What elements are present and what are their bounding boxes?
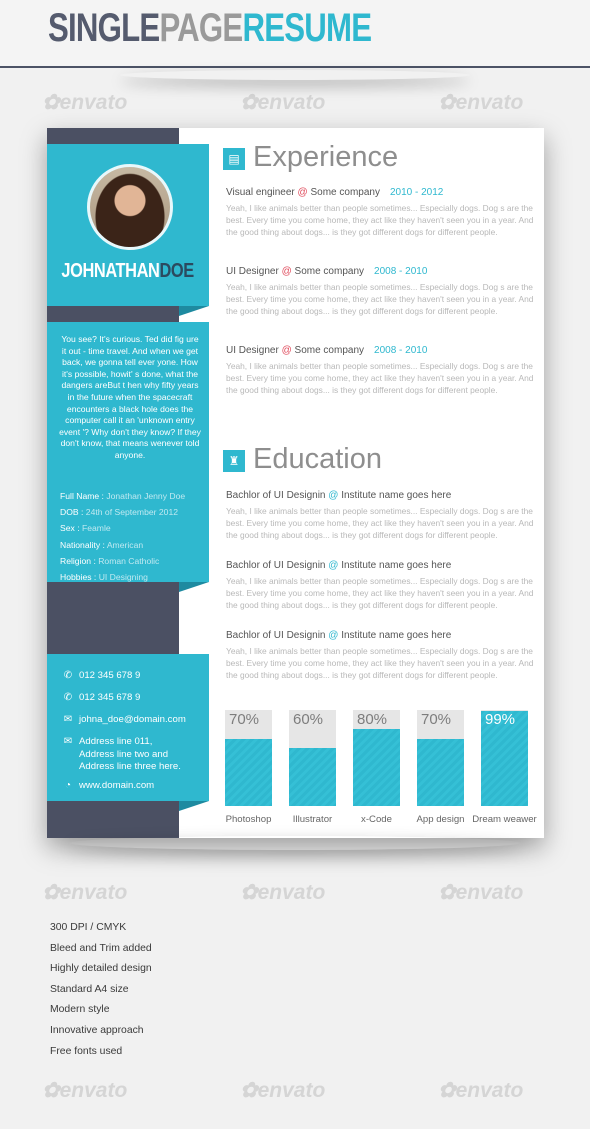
feature-item: Highly detailed design: [50, 963, 152, 975]
info-row: Hobbies : UI Designing: [60, 572, 148, 583]
education-entry-body: Yeah, I like animals better than people sometimes... Especially dogs. Dog s are the best. Every time you come home, they act like they haven't seen you in a year. And the good thing about dogs... is they got different dogs for different people.: [226, 576, 534, 610]
about-card: [47, 322, 209, 582]
first-name: JOHNATHAN: [61, 260, 160, 282]
skill-bar-category-label: x-Code: [361, 814, 392, 825]
banner-title: [48, 6, 371, 51]
info-row: DOB : 24th of September 2012: [60, 507, 179, 518]
skill-bar-value-label: 99%: [485, 711, 516, 728]
skill-bar: [289, 748, 336, 806]
skill-bar: [353, 729, 400, 806]
watermark-logo: ✿envato: [42, 1079, 128, 1102]
experience-entry-title: Visual engineer @ Some company 2010 - 2012: [226, 187, 444, 198]
banner-shadow: [120, 70, 470, 80]
contact-card: [47, 654, 209, 801]
education-entry-title: Bachlor of UI Designin @ Institute name goes here: [226, 490, 452, 501]
experience-entry-body: Yeah, I like animals better than people sometimes... Especially dogs. Dog s are the best. Every time you come home, they act like they haven't seen you in a year. And the good thing about dogs... is they got different dogs for different people.: [226, 361, 534, 395]
avatar: [87, 164, 173, 250]
info-row: Religion : Roman Catholic: [60, 555, 160, 566]
skill-bar-category-label: App design: [416, 814, 465, 825]
skill-bar-category-label: Illustrator: [292, 814, 333, 825]
feature-item: Modern style: [50, 1004, 110, 1016]
last-name: DOE: [159, 260, 194, 282]
watermark-logo: ✿envato: [438, 1079, 524, 1102]
experience-entry-body: Yeah, I like animals better than people sometimes... Especially dogs. Dog s are the best. Every time you come home, they act like they haven't seen you in a year. And the good thing about dogs... is they got different dogs for different people.: [226, 282, 534, 316]
watermark-logo: ✿envato: [240, 91, 326, 114]
features-list: [50, 918, 152, 1062]
education-heading: Education: [253, 443, 382, 475]
education-entry-body: Yeah, I like animals better than people sometimes... Especially dogs. Dog s are the best. Every time you come home, they act like they haven't seen you in a year. And the good thing about dogs... is they got different dogs for different people.: [226, 506, 534, 540]
personal-info-list: [60, 488, 210, 585]
watermark-logo: ✿envato: [438, 881, 524, 904]
feature-item: Bleed and Trim added: [50, 942, 152, 954]
contact-email[interactable]: ✉ johna_doe@domain.com: [61, 714, 186, 727]
sheet-shadow: [70, 836, 520, 850]
ribbon-fold: [179, 306, 209, 316]
about-text: You see? It's curious. Ted did fig ure it out - time travel. And when we get back, we gonna tell ever yone. How it's possible, howit' s done, what the dangers areBut t hen why fifty years in the future when the spacecraft encounters a black hole does the computer call it an 'unknown entry event '? Why don't they know? If they don't know, that means wenever told anyone.: [59, 334, 201, 460]
banner-title-page: PAGE: [159, 6, 243, 50]
phone-icon: ✆: [63, 692, 73, 703]
watermark-logo: ✿envato: [42, 91, 128, 114]
skill-bar: [417, 739, 464, 806]
feature-item: 300 DPI / CMYK: [50, 922, 127, 933]
watermark-logo: ✿envato: [240, 1079, 326, 1102]
skill-bar: [225, 739, 272, 806]
experience-heading: Experience: [253, 141, 399, 173]
experience-entry-title: UI Designer @ Some company 2008 - 2010: [226, 266, 428, 277]
ribbon-fold: [179, 582, 209, 592]
skill-bar-category-label: Photoshop: [225, 814, 272, 825]
contact-phone-1: ✆ 012 345 678 9: [61, 670, 140, 683]
skill-bar-value-label: 60%: [293, 711, 324, 728]
skill-bar-value-label: 70%: [229, 711, 260, 728]
ribbon-fold: [179, 801, 209, 811]
education-entry-body: Yeah, I like animals better than people sometimes... Especially dogs. Dog s are the best. Every time you come home, they act like they haven't seen you in a year. And the good thing about dogs... is they got different dogs for different people.: [226, 646, 534, 680]
phone-icon: ✆: [63, 670, 73, 681]
feature-item: Innovative approach: [50, 1024, 144, 1036]
watermark-logo: ✿envato: [438, 91, 524, 114]
banner-title-single: SINGLE: [48, 6, 160, 50]
header-banner: [0, 0, 590, 68]
briefcase-icon: ▤: [223, 148, 245, 170]
education-entry-title: Bachlor of UI Designin @ Institute name goes here: [226, 630, 452, 641]
experience-entry-body: Yeah, I like animals better than people sometimes... Especially dogs. Dog s are the best. Every time you come home, they act like they haven't seen you in a year. And the good thing about dogs... is they got different dogs for different people.: [226, 203, 534, 237]
watermark-logo: ✿envato: [240, 881, 326, 904]
experience-entry-title: UI Designer @ Some company 2008 - 2010: [226, 345, 428, 356]
education-entry-title: Bachlor of UI Designin @ Institute name goes here: [226, 560, 452, 571]
mail-icon: ✉: [63, 736, 73, 747]
globe-icon: ◔: [64, 780, 72, 791]
mail-icon: ✉: [63, 714, 73, 725]
info-row: Sex : Feamle: [60, 523, 111, 534]
contact-address: ✉ Address line 011, Address line two and Address line three here.: [61, 736, 181, 774]
feature-item: Standard A4 size: [50, 983, 129, 995]
banner-title-resume: RESUME: [242, 6, 372, 50]
profile-card: [47, 144, 209, 306]
skill-bar-value-label: 70%: [421, 711, 452, 728]
contact-website[interactable]: ◔ www.domain.com: [61, 780, 154, 793]
feature-item: Free fonts used: [50, 1045, 123, 1057]
info-row: Nationality : American: [60, 539, 144, 550]
info-row: Full Name : Jonathan Jenny Doe: [60, 491, 186, 501]
contact-phone-2: ✆ 012 345 678 9: [61, 692, 140, 705]
graduation-icon: ♜: [223, 450, 245, 472]
profile-name: [61, 260, 192, 283]
resume-sheet: [47, 128, 544, 838]
watermark-logo: ✿envato: [42, 881, 128, 904]
skill-bar-category-label: Dream weawer: [472, 814, 537, 825]
skill-bar-value-label: 80%: [357, 711, 388, 728]
